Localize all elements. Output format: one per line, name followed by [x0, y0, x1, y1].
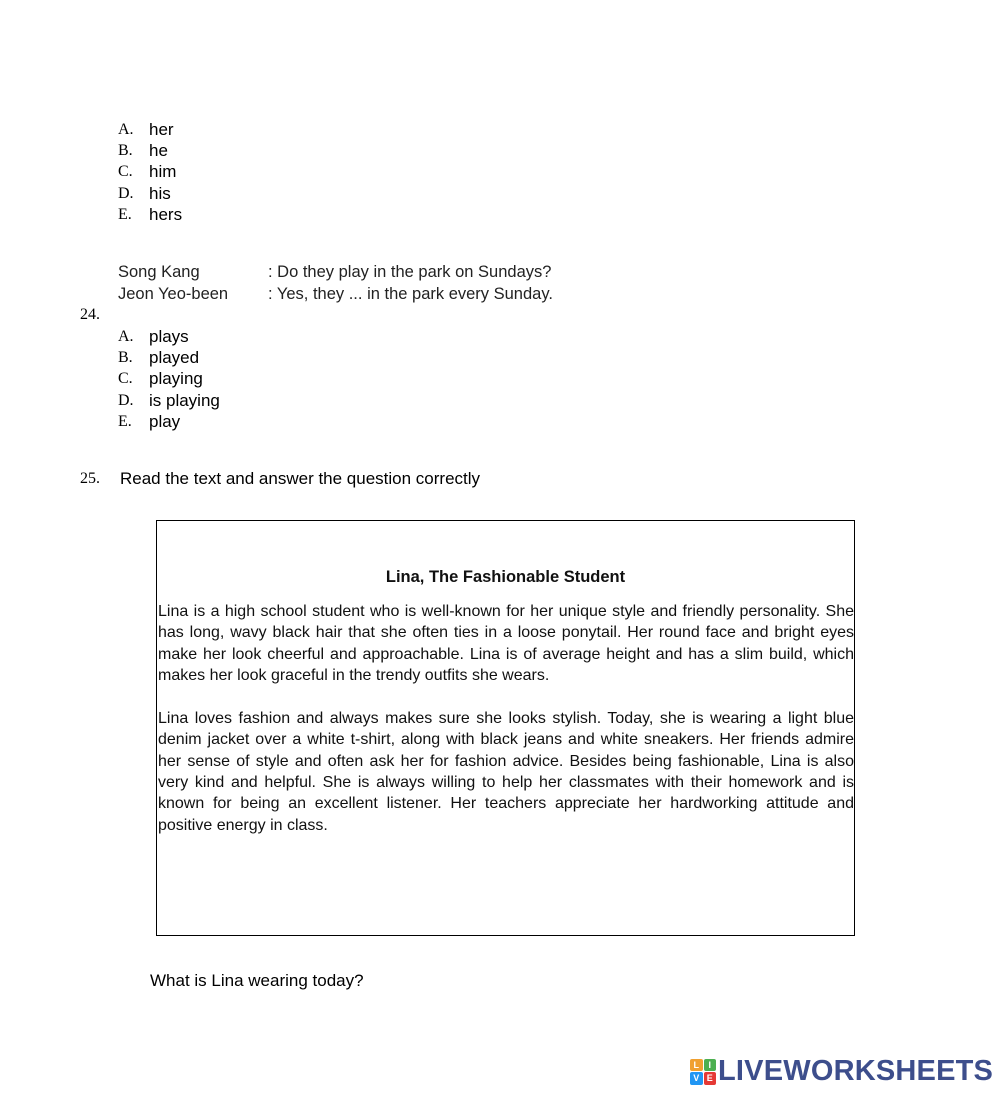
passage-title: Lina, The Fashionable Student	[385, 568, 626, 586]
passage-paragraph-2: Lina loves fashion and always makes sure she looks stylish. Today, she is wearing a light blue denim jacket over a white t-shirt, along with black jeans and white sneakers. Her friends admire her sense of style and often ask her for fashion advice. Besides being fashionable, Lina is also very kind and helpful. She is always willing to help her classmates with their homework and is known for being an excellent listener. Her teachers appreciate her hardworking attitude and positive energy in class.	[158, 710, 854, 834]
passage-paragraph-1: Lina is a high school student who is well-known for her unique style and friendly personality. She has long, wavy black hair that she often ties in a loose ponytail. Her round face and bright eyes make her look cheerful and approachable. Lina is of average height and has a slim build, which makes her look graceful in the trendy outfits she wears.	[158, 603, 854, 684]
reading-passage	[156, 520, 855, 936]
q24-option-d[interactable]: D. is playing	[118, 390, 220, 410]
q25-question: What is Lina wearing today?	[150, 971, 364, 990]
dialog-speaker: Jeon Yeo-been	[118, 285, 229, 303]
logo-mark-tile: V	[690, 1072, 703, 1085]
q23-option-b[interactable]: B. he	[118, 141, 168, 161]
liveworksheets-logo	[690, 1055, 993, 1088]
q23-option-c[interactable]: C. him	[118, 162, 177, 182]
q24-option-a[interactable]: A. plays	[118, 327, 189, 346]
dialog-speaker: Song Kang	[118, 263, 200, 281]
logo-mark-tile: E	[704, 1072, 717, 1085]
q24-option-e[interactable]: E. play	[118, 411, 181, 431]
dialog-text: : Yes, they ... in the park every Sunday.	[268, 285, 553, 303]
q24-dialog	[118, 261, 553, 305]
q23-option-e[interactable]: E. hers	[118, 204, 183, 224]
dialog-line	[118, 283, 553, 305]
dialog-line	[118, 261, 553, 283]
q25-number: 25.	[80, 470, 100, 487]
q24-number: 24.	[80, 306, 100, 323]
q23-options	[118, 119, 182, 225]
q23-option-d[interactable]: D. his	[118, 183, 171, 203]
q24-option-b[interactable]: B. played	[118, 348, 200, 368]
logo-mark-tile: I	[704, 1059, 717, 1072]
logo-mark-tile: L	[690, 1059, 703, 1072]
q24-options	[118, 326, 220, 432]
logo-mark-icon	[690, 1059, 716, 1085]
q25-instruction: Read the text and answer the question correctly	[120, 469, 481, 488]
q24-option-c[interactable]: C. playing	[118, 369, 203, 389]
logo-text: LIVEWORKSHEETS	[718, 1055, 994, 1087]
dialog-text: : Do they play in the park on Sundays?	[268, 263, 552, 281]
q23-option-a[interactable]: A. her	[118, 120, 174, 139]
